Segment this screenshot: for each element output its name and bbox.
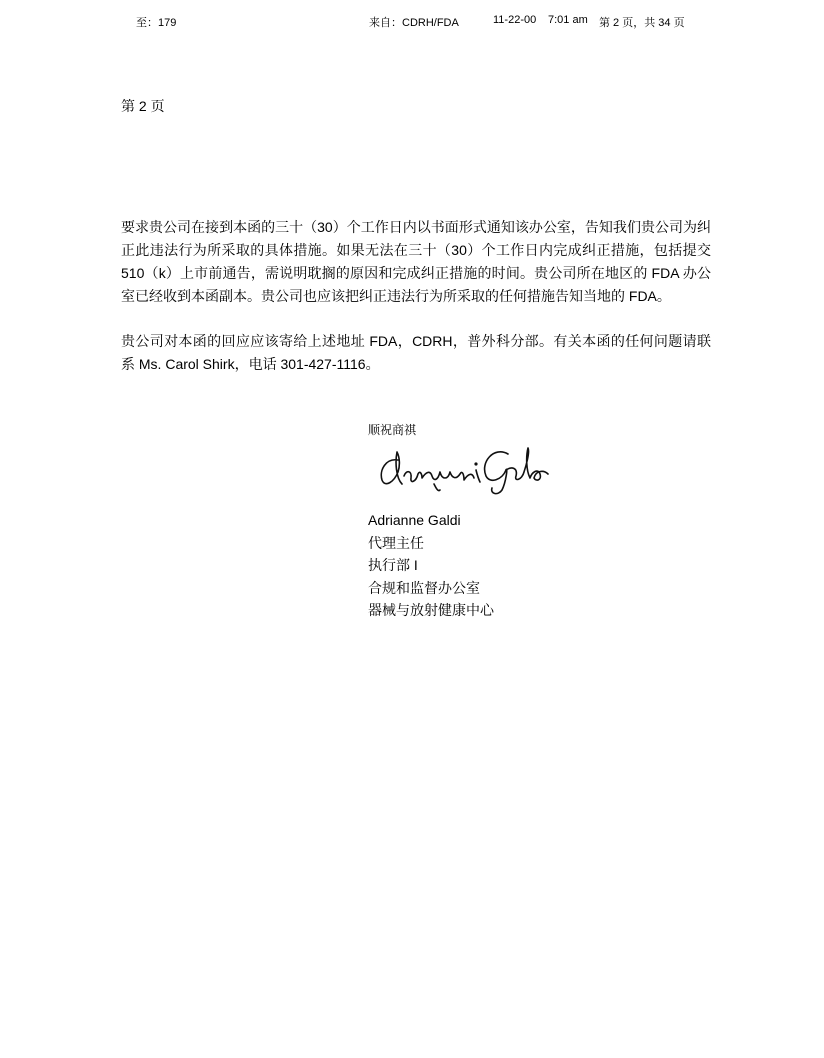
signature-block [368,509,494,622]
page-label: 第 2 页 [121,98,165,114]
fax-header [0,14,824,34]
signer-center: 器械与放射健康中心 [368,602,494,618]
handwritten-signature [376,440,556,498]
fax-to: 至：179 [136,17,177,29]
body-paragraph: 要求贵公司在接到本函的三十（30）个工作日内以书面形式通知该办公室，告知我们贵公司为纠正此违法行为所采取的具体措施。如果无法在三十（30）个工作日内完成纠正措施，包括提交 510（k）上市前通告，需说明耽搁的原因和完成纠正措施的时间。贵公司所在地区的 FDA 办公室已经收到本函副本。贵公司也应该把纠正违法行为所采取的任何措施告知当地的 FDA。 [121,219,711,304]
signer-office: 合规和监督办公室 [368,579,480,596]
fax-date: 11-22-00 [493,14,537,26]
body-paragraph: 贵公司对本函的回应应该寄给上述地址 FDA，CDRH，普外科分部。有关本函的任何问题请联系 Ms. Carol Shirk，电话 301-427-1116。 [121,333,711,372]
signer-division: 执行部 I [368,557,418,573]
fax-page-info: 第 2 页，共 34 页 [599,17,685,29]
closing-salutation: 顺祝商祺 [368,423,417,437]
signer-title: 代理主任 [368,534,424,551]
fax-time: 7:01 am [548,14,588,26]
signer-name: Adrianne Galdi [368,512,461,528]
fax-from: 来自：CDRH/FDA [369,17,459,29]
